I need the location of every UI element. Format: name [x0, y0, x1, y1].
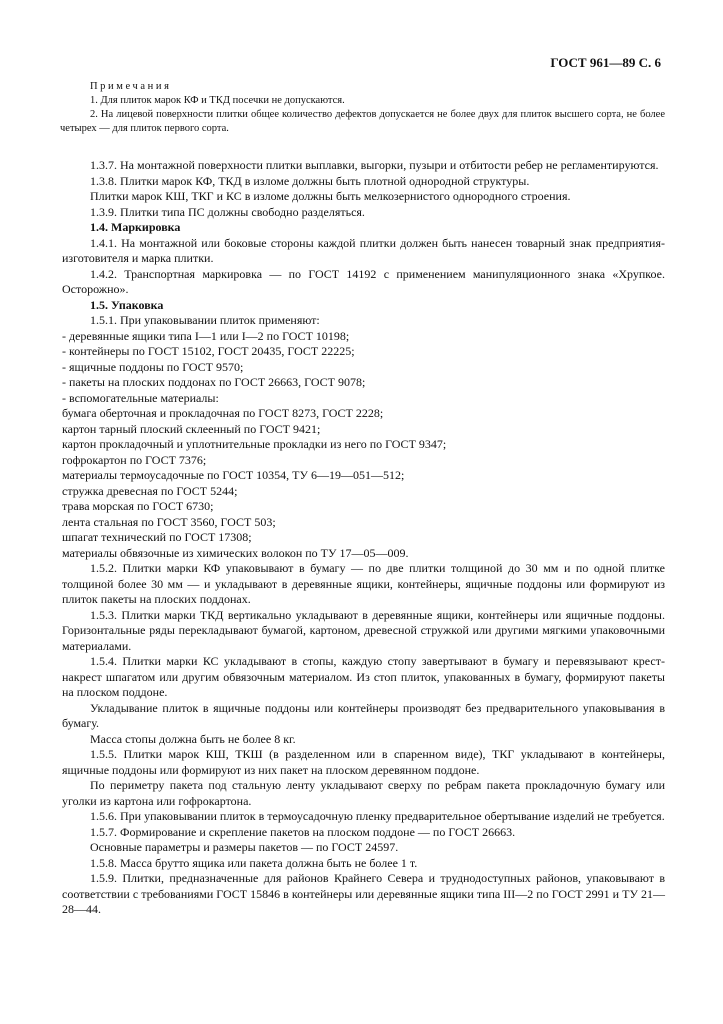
paragraph: - ящичные поддоны по ГОСТ 9570; — [62, 359, 244, 374]
note-item: 2. На лицевой поверхности плитки общее количество дефектов допускается не более двух для плиток высшего сорта, не более четырех — для плиток первого сорта. — [60, 109, 665, 134]
paragraph: 1.5.4. Плитки марки КС укладывают в стопы, каждую стопу завертывают в бумагу и перевязывают крест-накрест шпагатом или другим обвязочным материалом. Из стоп плиток, упакованных в бумагу, формируют пакеты на плоском поддоне. — [62, 654, 665, 699]
paragraph: - пакеты на плоских поддонах по ГОСТ 26663, ГОСТ 9078; — [62, 375, 366, 389]
paragraph: бумага оберточная и прокладочная по ГОСТ 8273, ГОСТ 2228; — [62, 406, 384, 420]
notes-block — [60, 80, 665, 136]
paragraph: - деревянные ящики типа I—1 или I—2 по ГОСТ 10198; — [62, 328, 350, 343]
paragraph: - контейнеры по ГОСТ 15102, ГОСТ 20435, ГОСТ 22225; — [62, 344, 355, 358]
section-heading: 1.5. Упаковка — [90, 297, 164, 312]
paragraph: шпагат технический по ГОСТ 17308; — [62, 530, 252, 544]
page-header: ГОСТ 961—89 С. 6 — [550, 55, 661, 70]
paragraph: 1.5.2. Плитки марки КФ упаковывают в бумагу — по две плитки толщиной до 30 мм и по одной плитке толщиной более 30 мм — и укладывают в деревянные ящики, контейнеры, ящичные поддоны или формируют из плиток пакеты на плоских поддонах. — [62, 561, 665, 606]
paragraph: Основные параметры и размеры пакетов — по ГОСТ 24597. — [90, 840, 399, 854]
paragraph: Масса стопы должна быть не более 8 кг. — [90, 731, 296, 746]
paragraph: картон тарный плоский склеенный по ГОСТ 9421; — [62, 421, 321, 436]
paragraph: материалы обвязочные из химических волокон по ТУ 17—05—009. — [62, 545, 409, 560]
paragraph: стружка древесная по ГОСТ 5244; — [62, 483, 238, 498]
paragraph: материалы термоусадочные по ГОСТ 10354, ТУ 6—19—051—512; — [62, 468, 405, 482]
notes-title: Примечания — [90, 81, 172, 92]
paragraph: картон прокладочный и уплотнительные прокладки из него по ГОСТ 9347; — [62, 437, 447, 451]
section-heading: 1.4. Маркировка — [90, 220, 181, 234]
paragraph: 1.5.9. Плитки, предназначенные для районов Крайнего Севера и труднодоступных районов, упаковывают в соответствии с требованиями ГОСТ 15846 в контейнеры или деревянные ящики типа III—2 по ГОСТ 2991 и ТУ 21—28—44. — [62, 871, 665, 916]
paragraph: 1.5.3. Плитки марки ТКД вертикально укладывают в деревянные ящики, контейнеры или ящичные поддоны. Горизонтальные ряды перекладывают бумагой, картоном, древесной стружкой или другими мягкими упаковочными материалами. — [62, 607, 665, 653]
paragraph: Укладывание плиток в ящичные поддоны или контейнеры производят без предварительного упаковывания в бумагу. — [62, 700, 665, 730]
paragraph: 1.3.9. Плитки типа ПС должны свободно разделяться. — [90, 204, 365, 219]
paragraph: 1.5.7. Формирование и скрепление пакетов на плоском поддоне — по ГОСТ 26663. — [90, 824, 516, 839]
paragraph: - вспомогательные материалы: — [62, 390, 219, 405]
paragraph: лента стальная по ГОСТ 3560, ГОСТ 503; — [62, 514, 276, 529]
paragraph: 1.3.8. Плитки марок КФ, ТКД в изломе должны быть плотной однородной структуры. — [90, 173, 530, 188]
paragraph: 1.5.6. При упаковывании плиток в термоусадочную пленку предварительное обертывание изделий не требуется. — [90, 809, 665, 823]
paragraph: 1.5.8. Масса брутто ящика или пакета должна быть не более 1 т. — [90, 855, 418, 870]
paragraph: 1.3.7. На монтажной поверхности плитки выплавки, выгорки, пузыри и отбитости ребер не регламентируются. — [90, 158, 659, 172]
paragraph: гофрокартон по ГОСТ 7376; — [62, 452, 207, 467]
paragraph: 1.5.5. Плитки марок КШ, ТКШ (в разделенном или в спаренном виде), ТКГ укладывают в контейнеры, ящичные поддоны или формируют из них пакет на плоском деревянном поддоне. — [62, 747, 665, 777]
paragraph: Плитки марок КШ, ТКГ и КС в изломе должны быть мелкозернистого однородного строения. — [90, 189, 571, 203]
paragraph: По периметру пакета под стальную ленту укладывают сверху по ребрам пакета прокладочную бумагу или уголки из картона или гофрокартона. — [62, 778, 665, 808]
paragraph: 1.5.1. При упаковывании плиток применяют: — [90, 313, 320, 327]
note-item: 1. Для плиток марок КФ и ТКД посечки не допускаются. — [90, 95, 345, 106]
paragraph: 1.4.2. Транспортная маркировка — по ГОСТ 14192 с применением манипуляционного знака «Хрупкое. Осторожно». — [62, 266, 665, 296]
document-body — [62, 158, 665, 918]
paragraph: трава морская по ГОСТ 6730; — [62, 499, 214, 513]
paragraph: 1.4.1. На монтажной или боковые стороны каждой плитки должен быть нанесен товарный знак предприятия-изготовителя и марка плитки. — [62, 235, 665, 265]
